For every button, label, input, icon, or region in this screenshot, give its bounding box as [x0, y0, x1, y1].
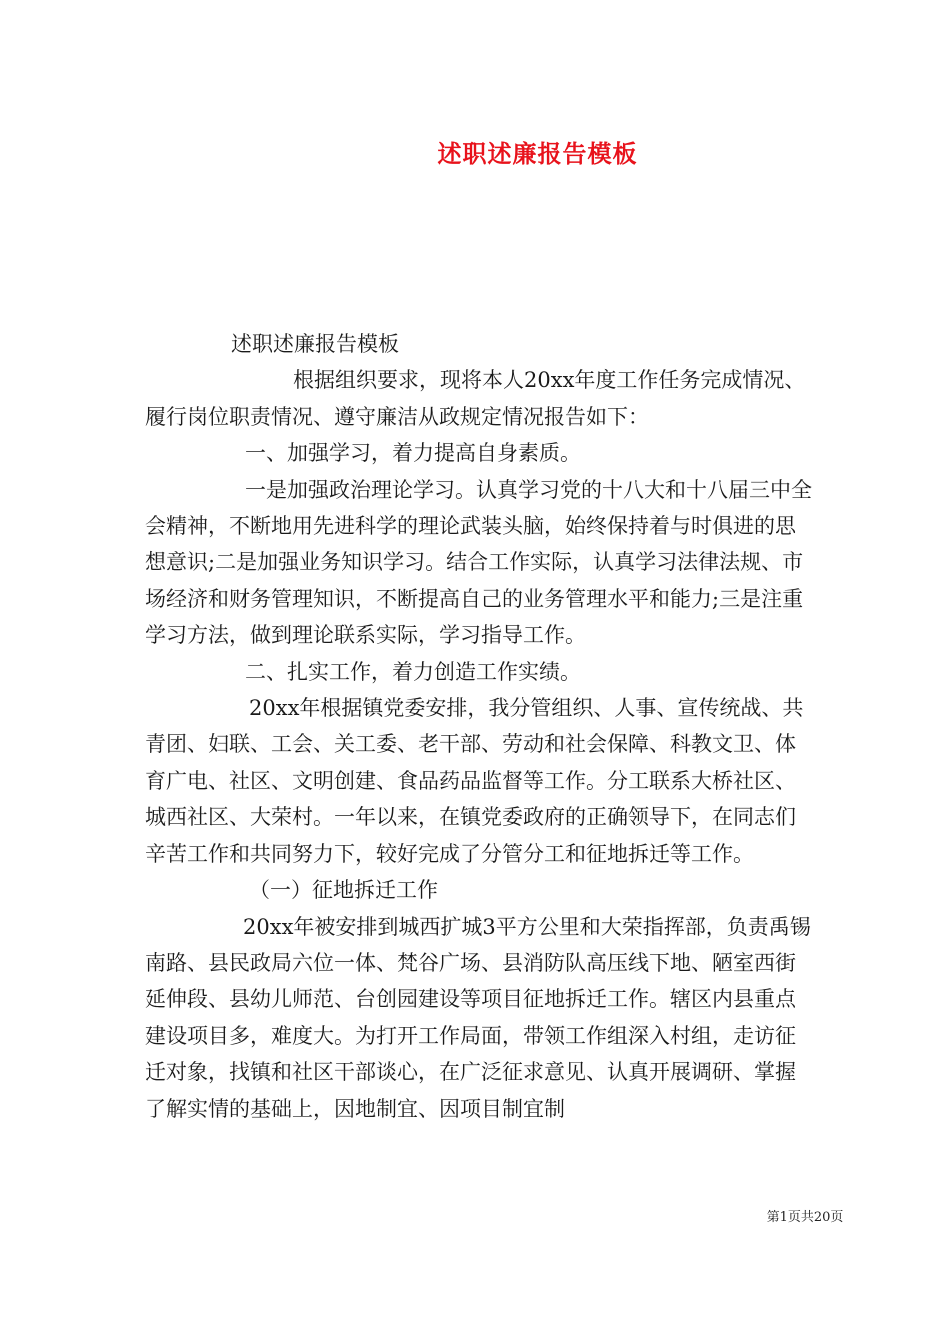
document-body [145, 326, 815, 1127]
subsection-heading-1: （一）征地拆迁工作 [249, 878, 438, 903]
paragraph-work: 20xx年根据镇党委安排，我分管组织、人事、宣传统战、共青团、妇联、工会、关工委、老干部、劳动和社会保障、科教文卫、体育广电、社区、文明创建、食品药品监督等工作。分工联系大桥社区、城西社区、大荣村。一年以来，在镇党委政府的正确领导下，在同志们辛苦工作和共同努力下，较好完成了分管分工和征地拆迁等工作。 [145, 696, 804, 866]
paragraph-intro: 根据组织要求，现将本人20xx年度工作任务完成情况、履行岗位职责情况、遵守廉洁从政规定情况报告如下： [145, 368, 806, 429]
paragraph-relocation: 20xx年被安排到城西扩城3平方公里和大荣指挥部，负责禹锡南路、县民政局六位一体、梵谷广场、县消防队高压线下地、陋室西街延伸段、县幼儿师范、台创园建设等项目征地拆迁工作。辖区内县重点建设项目多，难度大。为打开工作局面，带领工作组深入村组，走访征迁对象，找镇和社区干部谈心，在广泛征求意见、认真开展调研、掌握了解实情的基础上，因地制宜、因项目制宜制 [145, 914, 811, 1121]
section-heading-1: 一、加强学习，着力提高自身素质。 [245, 441, 581, 466]
section-heading-2: 二、扎实工作，着力创造工作实绩。 [245, 659, 581, 684]
document-title: 述职述廉报告模板 [437, 139, 638, 168]
body-heading: 述职述廉报告模板 [231, 332, 399, 356]
page-number-footer: 第1页共20页 [766, 1210, 844, 1225]
paragraph-study: 一是加强政治理论学习。认真学习党的十八大和十八届三中全会精神，不断地用先进科学的理论武装头脑，始终保持着与时俱进的思想意识;二是加强业务知识学习。结合工作实际，认真学习法律法规、市场经济和财务管理知识，不断提高自己的业务管理水平和能力;三是注重学习方法，做到理论联系实际，学习指导工作。 [145, 477, 812, 648]
